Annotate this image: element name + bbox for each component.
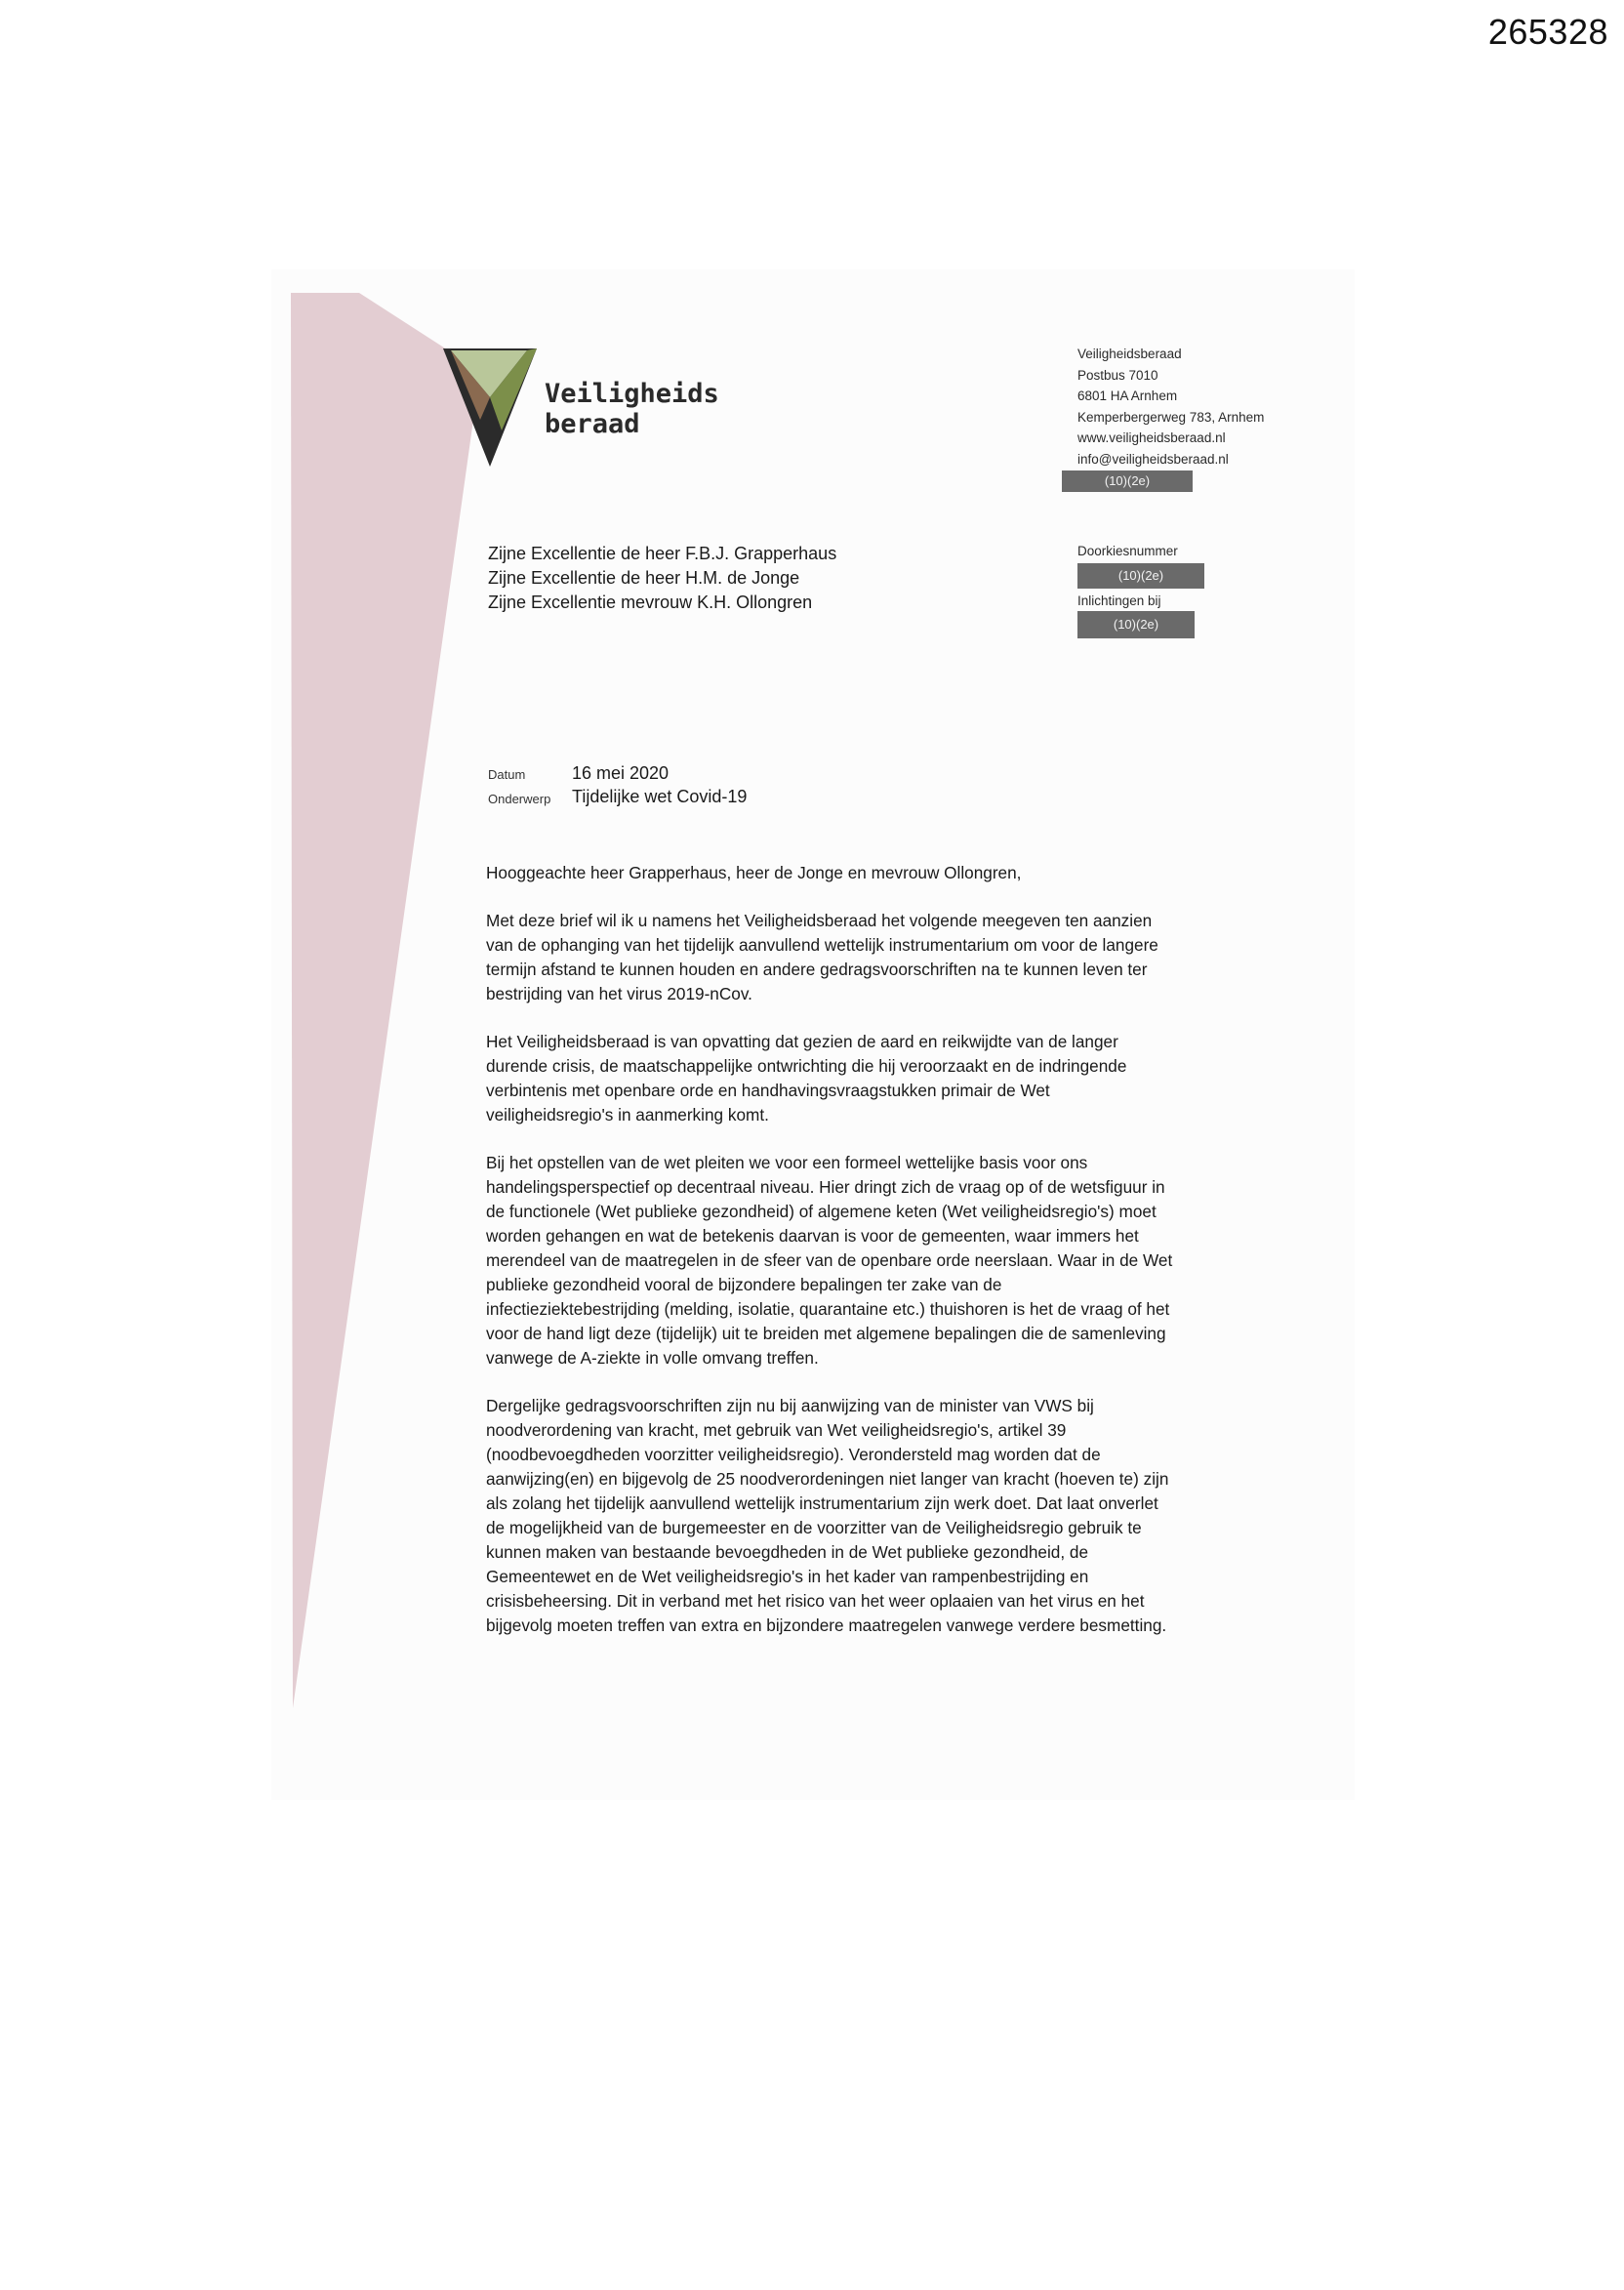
address-line: www.veiligheidsberaad.nl xyxy=(1077,430,1226,445)
body-paragraph: Het Veiligheidsberaad is van opvatting dat gezien de aard en reikwijdte van de langer durende crisis, de maatschappelijke ontwrichting die hij veroorzaakt en de indringende verbintenis met openbare orde en handhavingsvraagstukken primair de Wet veiligheidsregio's in aanmerking komt. xyxy=(486,1032,1127,1125)
address-line: Veiligheidsberaad xyxy=(1077,347,1182,361)
subject-value: Tijdelijke wet Covid-19 xyxy=(572,787,748,806)
recipient-line: Zijne Excellentie de heer H.M. de Jonge xyxy=(488,568,800,588)
recipient-line: Zijne Excellentie mevrouw K.H. Ollongren xyxy=(488,593,813,612)
date-value: 16 mei 2020 xyxy=(572,763,670,783)
recipient-block xyxy=(488,542,836,615)
address-line: 6801 HA Arnhem xyxy=(1077,388,1178,403)
logo-line-2: beraad xyxy=(545,409,640,439)
direct-number-label: Doorkiesnummer xyxy=(1077,544,1178,558)
recipient-line: Zijne Excellentie de heer F.B.J. Grapperhaus xyxy=(488,544,837,563)
address-line: info@veiligheidsberaad.nl xyxy=(1077,451,1229,467)
veiligheidsberaad-logo-icon xyxy=(441,347,539,469)
logo-line-1: Veiligheids xyxy=(545,379,719,409)
subject-label: Onderwerp xyxy=(488,792,551,806)
letter-body xyxy=(486,861,1179,1661)
address-line: Postbus 7010 xyxy=(1077,367,1158,383)
body-paragraph: Met deze brief wil ik u namens het Veiligheidsberaad het volgende meegeven ten aanzien van de ophanging van het tijdelijk aanvullend wettelijk instrumentarium om voor de langere termijn afstand te kunnen houden en andere gedragsvoorschriften na te kunnen leven ter bestrijding van het virus 2019-nCov. xyxy=(486,911,1158,1003)
sender-address xyxy=(1077,344,1264,470)
date-label: Datum xyxy=(488,767,526,782)
body-paragraph: Dergelijke gedragsvoorschriften zijn nu bij aanwijzing van de minister van VWS bij noodverordening van kracht, met gebruik van Wet veiligheidsregio's, artikel 39 (noodbevoegdheden voorzitter veiligheidsregio). Verondersteld mag worden dat de aanwijzing(en) en bijgevolg de 25 noodverordeningen niet langer van kracht (hoeven te) zijn als zolang het tijdelijk aanvullend wettelijk instrumentarium zijn werk doet. Dat laat onverlet de mogelijkheid van de burgemeester en de voorzitter van de Veiligheidsregio gebruik te kunnen maken van bestaande bevoegdheden in de Wet publieke gezondheid, de Gemeentewet en de Wet veiligheidsregio's in het kader van rampenbestrijding en crisisbeheersing. Dit in verband met het risico van het weer oplaaien van het virus en het bijgevolg moeten treffen van extra en bijzondere maatregelen vanwege verdere besmetting. xyxy=(486,1396,1169,1635)
redaction-box: (10)(2e) xyxy=(1062,470,1193,492)
body-paragraph: Bij het opstellen van de wet pleiten we voor een formeel wettelijke basis voor ons handelingsperspectief op decentraal niveau. Hier dringt zich de vraag op of de wetsfiguur in de functionele (Wet publieke gezondheid) of algemene keten (Wet veiligheidsregio's) moet worden gehangen en wat de betekenis daarvan is voor de gemeenten, waar immers het merendeel van de maatregelen in de sfeer van de openbare orde neerslaan. Waar in de Wet publieke gezondheid vooral de bijzondere bepalingen ter zake van de infectieziektebestrijding (melding, isolatie, quarantaine etc.) thuishoren is het de vraag of het voor de hand ligt deze (tijdelijk) uit te breiden met algemene bepalingen die de samenleving vanwege de A-ziekte in volle omvang treffen. xyxy=(486,1153,1173,1368)
logo-wordmark xyxy=(545,379,719,439)
address-line: Kemperbergerweg 783, Arnhem xyxy=(1077,409,1265,425)
salutation: Hooggeachte heer Grapperhaus, heer de Jonge en mevrouw Ollongren, xyxy=(486,863,1022,882)
info-contact-label: Inlichtingen bij xyxy=(1077,593,1161,608)
document-number: 265328 xyxy=(1487,12,1608,52)
redaction-box: (10)(2e) xyxy=(1077,563,1204,589)
redaction-box: (10)(2e) xyxy=(1077,611,1195,638)
